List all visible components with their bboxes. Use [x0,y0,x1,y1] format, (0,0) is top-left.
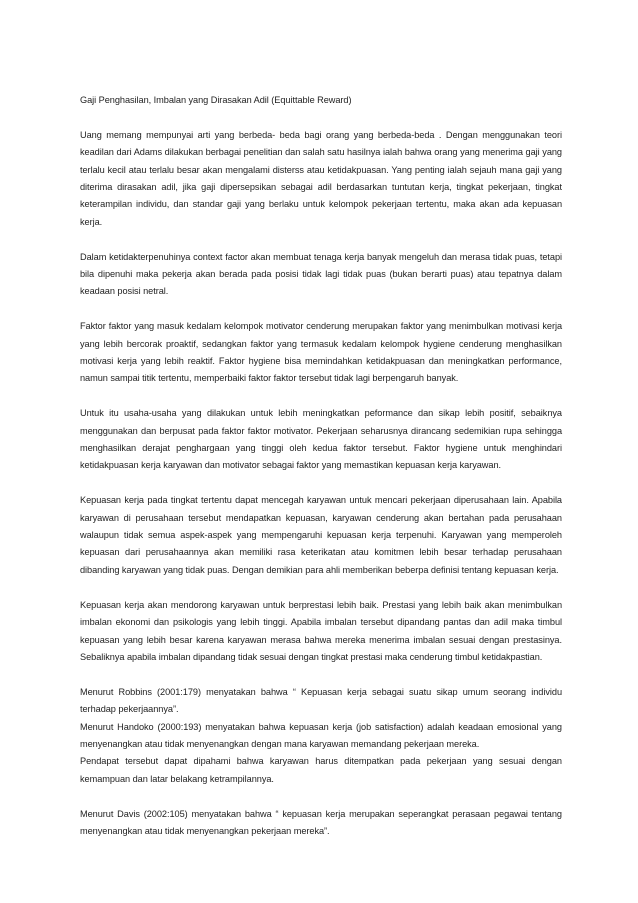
spacer [80,388,562,405]
paragraph-equity: Uang memang mempunyai arti yang berbeda- beda bagi orang yang berbeda-beda . Dengan menggunakan teori keadilan dari Adams dilakukan berbagai penelitian dan salah satu hasilnya ialah bahwa orang yang menerima gaji yang terlalu kecil atau terlalu besar akan mengalami disterss atau ketidakpuasan. Yang penting ialah sejauh mana gaji yang diterima dirasakan adil, jika gaji dipersepsikan sebagai adil berdasarkan tuntutan kerja, tingkat pekerjaan, tingkat keterampilan individu, dan standar gaji yang berlaku untuk kelompok pekerjaan tertentu, maka akan ada kepuasan kerja. [80,129,562,227]
section-title: Gaji Penghasilan, Imbalan yang Dirasakan Adil (Equittable Reward) [80,95,352,105]
document-page [80,92,562,840]
spacer [80,666,562,683]
paragraph-performance: Untuk itu usaha-usaha yang dilakukan untuk lebih meningkatkan peformance dan sikap lebih positif, sebaiknya menggunakan dan berpusat pada faktor faktor motivator. Pekerjaan seharusnya dirancang sedemikian rupa sehingga menghasilkan derajat penghargaan yang tinggi oleh kedua faktor tersebut. Faktor hygiene untuk menghindari ketidakpuasan kerja karyawan dan motivator sebagai faktor yang memastikan kepuasan kerja karyawan. [80,408,562,471]
paragraph-placement: Pendapat tersebut dapat dipahami bahwa karyawan harus ditempatkan pada pekerjaan yang sesuai dengan kemampuan dan latar belakang ketrampilannya. [80,756,562,784]
spacer [80,301,562,318]
quote-handoko: Menurut Handoko (2000:193) menyatakan bahwa kepuasan kerja (job satisfaction) adalah keadaan emosional yang menyenangkan atau tidak menyenangkan dengan mana karyawan memandang pekerjaan mereka. [80,721,562,749]
spacer [80,579,562,596]
spacer [80,231,562,248]
quote-robbins: Menurut Robbins (2001:179) menyatakan bahwa “ Kepuasan kerja sebagai suatu sikap umum seorang individu terhadap pekerjaannya”. [80,686,562,715]
paragraph-achievement: Kepuasan kerja akan mendorong karyawan untuk berprestasi lebih baik. Prestasi yang lebih baik akan menimbulkan imbalan ekonomi dan psikologis yang lebih tinggi. Apabila imbalan tersebut dipandang pantas dan adil maka timbul kepuasan yang lebih besar karena karyawan merasa bahwa mereka menerima imbalan sesuai dengan prestasinya. Sebaliknya apabila imbalan dipandang tidak sesuai dengan tingkat prestasi maka cenderung timbul ketidakpastian. [80,599,562,662]
quote-davis: Menurut Davis (2002:105) menyatakan bahwa “ kepuasan kerja merupakan seperangkat perasaan pegawai tentang menyenangkan atau tidak menyenangkan pekerjaan mereka”. [80,808,562,836]
paragraph-motivator-hygiene: Faktor faktor yang masuk kedalam kelompok motivator cenderung merupakan faktor yang menimbulkan motivasi kerja yang lebih bercorak proaktif, sedangkan faktor yang termasuk kedalam kelompok hygiene cenderung menghasilkan motivasi kerja yang lebih reaktif. Faktor hygiene bisa memindahkan ketidakpuasan dan meningkatkan performance, namun sampai titik tertentu, memperbaiki faktor faktor tersebut tidak lagi berpengaruh banyak. [80,321,562,384]
paragraph-context-factor: Dalam ketidakterpenuhinya context factor akan membuat tenaga kerja banyak mengeluh dan merasa tidak puas, tetapi bila dipenuhi maka pekerja akan berada pada posisi tidak lagi tidak puas (bukan berarti puas) atau tepatnya dalam keadaan posisi netral. [80,251,562,297]
spacer [80,109,562,126]
paragraph-retention: Kepuasan kerja pada tingkat tertentu dapat mencegah karyawan untuk mencari pekerjaan diperusahaan lain. Apabila karyawan di perusahaan tersebut mendapatkan kepuasan, karyawan cenderung akan bertahan pada perusahaan walaupun tidak semua aspek-aspek yang mempengaruhi kepuasan kerja terpenuhi. Karyawan yang memperoleh kepuasan dari perusahaannya akan memiliki rasa keterikatan atau komitmen lebih besar terhadap perusahaan dibanding karyawan yang tidak puas. Dengan demikian para ahli memberikan beberpa definisi tentang kepuasan kerja. [80,495,562,575]
spacer [80,475,562,492]
spacer [80,788,562,805]
